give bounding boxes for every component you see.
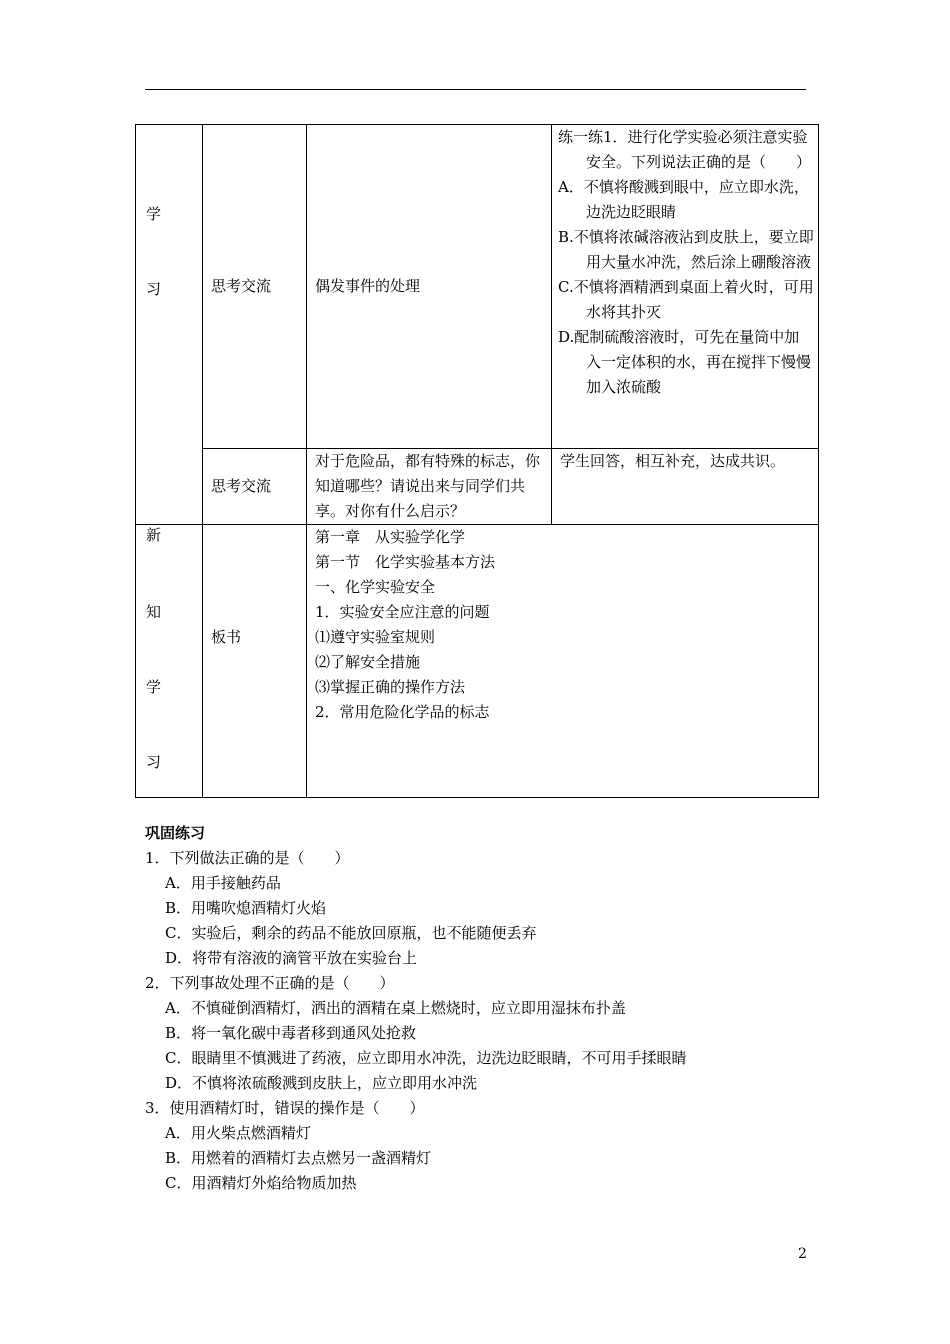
- label-char: 新: [146, 526, 162, 544]
- exercise-option: C.不慎将酒精洒到桌面上着火时，可用水将其扑灭: [558, 278, 814, 321]
- board-line: 1．实验安全应注意的问题: [315, 603, 490, 621]
- activity-label: 思考交流: [211, 277, 272, 295]
- activity-cell: [203, 525, 307, 798]
- exercise-option: B.不慎将浓碱溶液沾到皮肤上，要立即用大量水冲洗，然后涂上硼酸溶液: [558, 228, 814, 271]
- question-choice: C．眼睛里不慎溅进了药液，应立即用水冲洗，边洗边眨眼睛，不可用手揉眼睛: [165, 1049, 687, 1067]
- topic-label: 偶发事件的处理: [315, 277, 421, 295]
- question-choice: A．不慎碰倒酒精灯，洒出的酒精在桌上燃烧时，应立即用湿抹布扑盖: [165, 999, 626, 1017]
- activity-cell: [203, 449, 307, 525]
- question-stem: 2．下列事故处理不正确的是（ ）: [145, 974, 395, 992]
- question-choice: B．用嘴吹熄酒精灯火焰: [165, 899, 327, 917]
- question-choice: D．将带有溶液的滴管平放在实验台上: [165, 949, 418, 967]
- header-rule: [145, 89, 806, 90]
- practice-title: 巩固练习: [145, 824, 206, 842]
- response-cell: [552, 449, 819, 525]
- label-char: 学: [146, 205, 162, 223]
- question-stem: 3．使用酒精灯时，错误的操作是（ ）: [145, 1099, 425, 1117]
- board-line: 第一章 从实验学化学: [315, 528, 466, 546]
- topic-cell: [307, 449, 552, 525]
- label-char: 知: [146, 603, 162, 621]
- topic-cell: [307, 125, 552, 449]
- exercise-question: 练一练1．进行化学实验必须注意实验安全。下列说法正确的是（ ）: [558, 128, 812, 171]
- topic-label: 对于危险品，都有特殊的标志，你知道哪些？请说出来与同学们共享。对你有什么启示？: [315, 452, 541, 520]
- board-line: ⑶掌握正确的操作方法: [315, 678, 466, 696]
- exercise-option: A．不慎将酸溅到眼中，应立即水洗，边洗边眨眼睛: [558, 178, 809, 221]
- activity-cell: [203, 125, 307, 449]
- board-line: ⑵了解安全措施: [315, 653, 421, 671]
- page-number: 2: [798, 1246, 807, 1262]
- section-label-study: [136, 125, 203, 544]
- question-choice: D．不慎将浓硫酸溅到皮肤上，应立即用水冲洗: [165, 1074, 478, 1092]
- question-choice: A．用火柴点燃酒精灯: [165, 1124, 311, 1142]
- response-text: 学生回答，相互补充，达成共识。: [560, 452, 786, 470]
- board-line: ⑴遵守实验室规则: [315, 628, 436, 646]
- board-cell: [307, 525, 819, 798]
- question-choice: B．将一氧化碳中毒者移到通风处抢救: [165, 1024, 417, 1042]
- practice-section: [145, 821, 825, 1196]
- label-char: 学: [146, 678, 162, 696]
- board-line: 一、化学实验安全: [315, 578, 436, 596]
- label-char: 习: [146, 753, 162, 771]
- question-choice: C．用酒精灯外焰给物质加热: [165, 1174, 357, 1192]
- exercise-option: D.配制硫酸溶液时，可先在量筒中加入一定体积的水，再在搅拌下慢慢加入浓硫酸: [558, 328, 812, 396]
- question-choice: C．实验后，剩余的药品不能放回原瓶，也不能随便丢弃: [165, 924, 537, 942]
- lesson-table: [135, 124, 819, 798]
- exercise-cell: [552, 125, 819, 449]
- question-choice: B．用燃着的酒精灯去点燃另一盏酒精灯: [165, 1149, 432, 1167]
- label-char: 习: [146, 280, 162, 298]
- question-choice: A．用手接触药品: [165, 874, 281, 892]
- section-label-new-knowledge: [136, 525, 203, 798]
- board-line: 2．常用危险化学品的标志: [315, 703, 490, 721]
- board-line: 第一节 化学实验基本方法: [315, 553, 496, 571]
- question-stem: 1．下列做法正确的是（ ）: [145, 849, 350, 867]
- activity-label: 思考交流: [211, 477, 272, 495]
- activity-label: 板书: [211, 628, 242, 646]
